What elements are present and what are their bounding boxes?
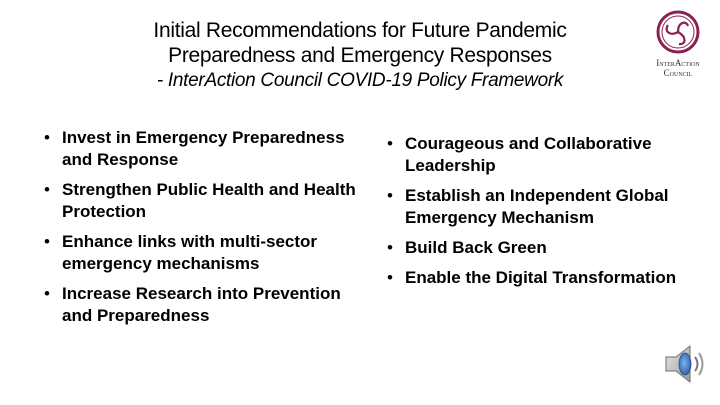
bullet-dot-icon: • xyxy=(44,180,50,199)
title-line-1: Initial Recommendations for Future Pandemic xyxy=(153,19,567,42)
bullet-text: Increase Research into Prevention and Preparedness xyxy=(62,284,341,325)
speaker-audio-icon[interactable] xyxy=(660,340,708,388)
bullet-text: Enhance links with multi-sector emergency mechanisms xyxy=(62,232,318,273)
bullet-dot-icon: • xyxy=(44,284,50,303)
bullet-dot-icon: • xyxy=(44,128,50,147)
list-item xyxy=(42,127,362,171)
slide-title xyxy=(60,18,660,93)
bullet-dot-icon: • xyxy=(387,238,393,257)
bullet-dot-icon: • xyxy=(44,232,50,251)
title-subtitle: - InterAction Council COVID-19 Policy Framework xyxy=(156,70,564,91)
left-bullet-list xyxy=(42,127,362,335)
list-item xyxy=(42,283,362,327)
bullet-dot-icon: • xyxy=(387,268,393,287)
right-bullet-list xyxy=(385,133,705,297)
list-item xyxy=(42,231,362,275)
logo-text-line-2: Council xyxy=(663,68,693,78)
title-line-2: Preparedness and Emergency Responses xyxy=(168,44,552,67)
list-item xyxy=(385,185,705,229)
list-item xyxy=(385,133,705,177)
list-item xyxy=(385,237,705,259)
triskelion-ring-icon xyxy=(640,8,716,58)
bullet-dot-icon: • xyxy=(387,134,393,153)
bullet-text: Strengthen Public Health and Health Protection xyxy=(62,180,356,221)
list-item xyxy=(385,267,705,289)
bullet-text: Enable the Digital Transformation xyxy=(405,268,677,287)
logo-text-line-1: InterAction xyxy=(656,58,700,68)
bullet-text: Establish an Independent Global Emergency Mechanism xyxy=(405,186,669,227)
bullet-text: Invest in Emergency Preparedness and Response xyxy=(62,128,345,169)
interaction-council-logo xyxy=(640,8,716,84)
list-item xyxy=(42,179,362,223)
bullet-text: Courageous and Collaborative Leadership xyxy=(405,134,652,175)
bullet-dot-icon: • xyxy=(387,186,393,205)
bullet-text: Build Back Green xyxy=(405,238,547,257)
